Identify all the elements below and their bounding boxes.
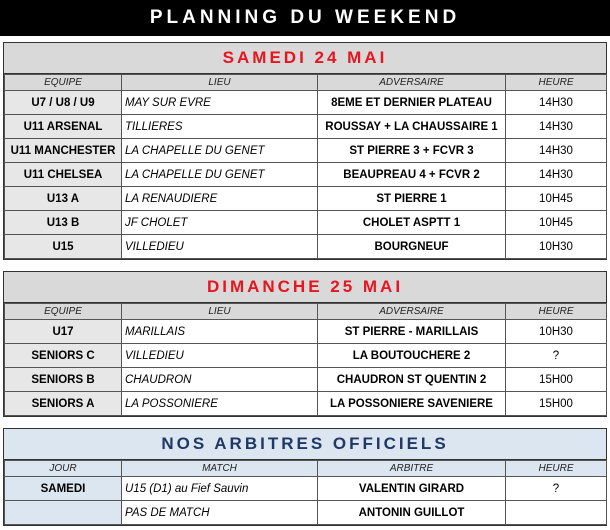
- location-cell: TILLIERES: [122, 115, 318, 139]
- time-cell: 15H00: [506, 368, 607, 392]
- location-cell: MAY SUR EVRE: [122, 91, 318, 115]
- team-cell: [5, 501, 122, 525]
- referee-table: [4, 460, 607, 525]
- header-adversaire: ARBITRE: [318, 461, 506, 477]
- header-adversaire: ADVERSAIRE: [318, 304, 506, 320]
- team-cell: U11 MANCHESTER: [5, 139, 122, 163]
- schedule-table: [4, 303, 607, 416]
- opponent-cell: CHOLET ASPTT 1: [318, 211, 506, 235]
- location-cell: PAS DE MATCH: [122, 501, 318, 525]
- time-cell: 15H00: [506, 392, 607, 416]
- section-title: NOS ARBITRES OFFICIELS: [4, 429, 606, 460]
- location-cell: JF CHOLET: [122, 211, 318, 235]
- header-heure: HEURE: [506, 75, 607, 91]
- time-cell: 10H30: [506, 320, 607, 344]
- section-title: DIMANCHE 25 MAI: [4, 272, 606, 303]
- table-row: [5, 187, 607, 211]
- header-equipe: EQUIPE: [5, 304, 122, 320]
- team-cell: SENIORS B: [5, 368, 122, 392]
- table-row: [5, 211, 607, 235]
- table-row: [5, 235, 607, 259]
- table-header-row: [5, 461, 607, 477]
- opponent-cell: 8EME ET DERNIER PLATEAU: [318, 91, 506, 115]
- table-header-row: [5, 304, 607, 320]
- dimanche-section: [3, 271, 607, 417]
- time-cell: 14H30: [506, 163, 607, 187]
- location-cell: U15 (D1) au Fief Sauvin: [122, 477, 318, 501]
- time-cell: 10H30: [506, 235, 607, 259]
- header-heure: HEURE: [506, 304, 607, 320]
- opponent-cell: ROUSSAY + LA CHAUSSAIRE 1: [318, 115, 506, 139]
- table-row: [5, 501, 607, 525]
- table-row: [5, 320, 607, 344]
- team-cell: U13 B: [5, 211, 122, 235]
- team-cell: SENIORS A: [5, 392, 122, 416]
- table-row: [5, 91, 607, 115]
- team-cell: U15: [5, 235, 122, 259]
- table-row: [5, 477, 607, 501]
- page-banner: PLANNING DU WEEKEND: [0, 0, 610, 36]
- opponent-cell: VALENTIN GIRARD: [318, 477, 506, 501]
- table-row: [5, 368, 607, 392]
- table-header-row: [5, 75, 607, 91]
- table-row: [5, 115, 607, 139]
- time-cell: ?: [506, 477, 607, 501]
- team-cell: SENIORS C: [5, 344, 122, 368]
- location-cell: LA CHAPELLE DU GENET: [122, 163, 318, 187]
- team-cell: U11 ARSENAL: [5, 115, 122, 139]
- time-cell: 14H30: [506, 115, 607, 139]
- header-equipe: JOUR: [5, 461, 122, 477]
- time-cell: 10H45: [506, 211, 607, 235]
- arbitres-section: [3, 428, 607, 526]
- opponent-cell: ST PIERRE - MARILLAIS: [318, 320, 506, 344]
- team-cell: SAMEDI: [5, 477, 122, 501]
- samedi-section: [3, 42, 607, 260]
- team-cell: U13 A: [5, 187, 122, 211]
- table-row: [5, 163, 607, 187]
- time-cell: ?: [506, 344, 607, 368]
- header-adversaire: ADVERSAIRE: [318, 75, 506, 91]
- opponent-cell: BEAUPREAU 4 + FCVR 2: [318, 163, 506, 187]
- opponent-cell: LA POSSONIERE SAVENIERE: [318, 392, 506, 416]
- team-cell: U17: [5, 320, 122, 344]
- opponent-cell: ST PIERRE 1: [318, 187, 506, 211]
- header-heure: HEURE: [506, 461, 607, 477]
- location-cell: LA CHAPELLE DU GENET: [122, 139, 318, 163]
- table-row: [5, 344, 607, 368]
- schedule-table: [4, 74, 607, 259]
- time-cell: 10H45: [506, 187, 607, 211]
- team-cell: U11 CHELSEA: [5, 163, 122, 187]
- team-cell: U7 / U8 / U9: [5, 91, 122, 115]
- opponent-cell: ANTONIN GUILLOT: [318, 501, 506, 525]
- location-cell: MARILLAIS: [122, 320, 318, 344]
- time-cell: 14H30: [506, 139, 607, 163]
- opponent-cell: LA BOUTOUCHERE 2: [318, 344, 506, 368]
- table-row: [5, 392, 607, 416]
- time-cell: [506, 501, 607, 525]
- table-row: [5, 139, 607, 163]
- location-cell: LA RENAUDIERE: [122, 187, 318, 211]
- opponent-cell: CHAUDRON ST QUENTIN 2: [318, 368, 506, 392]
- header-lieu: MATCH: [122, 461, 318, 477]
- header-equipe: EQUIPE: [5, 75, 122, 91]
- opponent-cell: ST PIERRE 3 + FCVR 3: [318, 139, 506, 163]
- location-cell: VILLEDIEU: [122, 235, 318, 259]
- location-cell: VILLEDIEU: [122, 344, 318, 368]
- location-cell: LA POSSONIERE: [122, 392, 318, 416]
- header-lieu: LIEU: [122, 304, 318, 320]
- location-cell: CHAUDRON: [122, 368, 318, 392]
- opponent-cell: BOURGNEUF: [318, 235, 506, 259]
- time-cell: 14H30: [506, 91, 607, 115]
- header-lieu: LIEU: [122, 75, 318, 91]
- section-title: SAMEDI 24 MAI: [4, 43, 606, 74]
